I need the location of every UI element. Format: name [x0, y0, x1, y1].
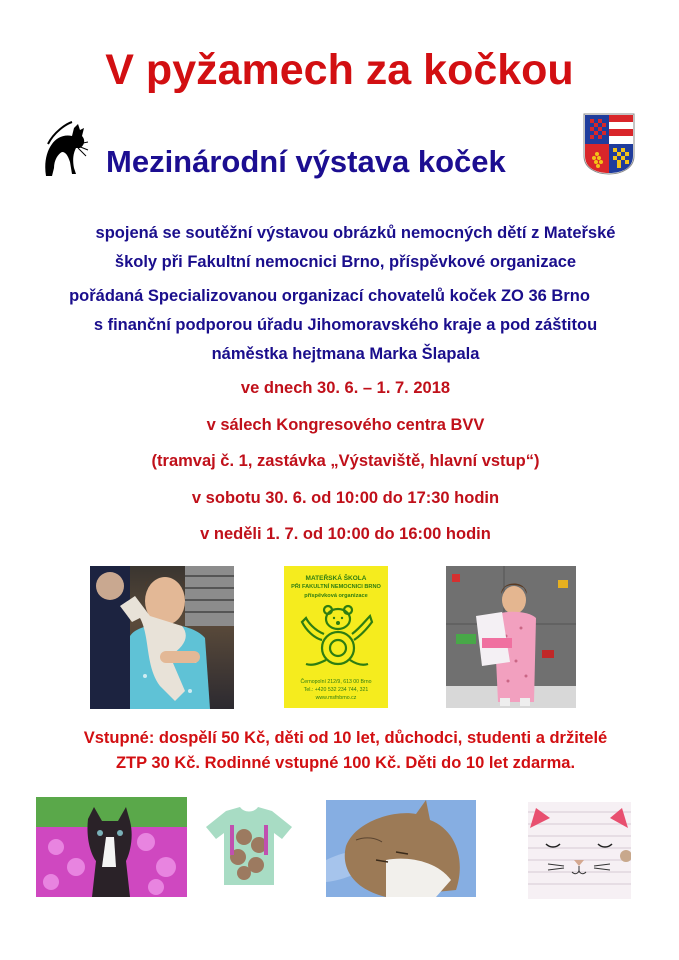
- event-saturday-hours: v sobotu 30. 6. od 10:00 do 17:30 hodin: [191, 489, 500, 507]
- description-line-3: pořádaná Specializovanou organizací chovatelů koček ZO 36 Brno: [69, 287, 590, 305]
- school-logo-line-1: MATEŘSKÁ ŠKOLA: [305, 575, 367, 582]
- photo-sleeping-kitten: [326, 800, 476, 897]
- cat-silhouette-icon: [38, 118, 90, 180]
- coat-of-arms-icon: [582, 112, 636, 176]
- event-sunday-hours: v neděli 1. 7. od 10:00 do 16:00 hodin: [200, 525, 491, 543]
- event-venue: v sálech Kongresového centra BVV: [206, 416, 485, 434]
- school-logo-line-3: příspěvková organizace: [304, 593, 368, 599]
- admission-prices-line-2: ZTP 30 Kč. Rodinné vstupné 100 Kč. Děti do 10 let zdarma.: [115, 754, 576, 772]
- teddy-bear-icon: [300, 604, 374, 670]
- description-line-2: školy při Fakultní nemocnici Brno, příspěvkové organizace: [114, 253, 577, 271]
- description-line-5: náměstka hejtmana Marka Šlapala: [211, 345, 480, 363]
- photo-girl-in-pajamas: [446, 566, 576, 708]
- description-line-4: s finanční podporou úřadu Jihomoravského kraje a pod záštitou: [93, 316, 598, 334]
- photo-cat-tshirt: [204, 805, 294, 887]
- poster-title: V pyžamech za kočkou: [105, 46, 574, 94]
- event-transport: (tramvaj č. 1, zastávka „Výstaviště, hlavní vstup“): [151, 452, 540, 470]
- school-logo-phone: Tel.: +420 532 234 744, 321: [303, 687, 369, 693]
- admission-prices-line-1: Vstupné: dospělí 50 Kč, děti od 10 let, důchodci, studenti a držitelé: [83, 729, 608, 747]
- photo-child-with-cat: [90, 566, 234, 709]
- school-logo-address: Černopolní 212/9, 613 00 Brno: [300, 679, 372, 685]
- school-logo-line-2: PŘI FAKULTNÍ NEMOCNICI BRNO: [291, 584, 381, 590]
- event-dates: ve dnech 30. 6. – 1. 7. 2018: [240, 379, 451, 397]
- school-logo: [284, 566, 388, 708]
- school-logo-web: www.msfnbrno.cz: [315, 695, 357, 701]
- description-line-1: spojená se soutěžní výstavou obrázků nemocných dětí z Mateřské: [95, 224, 616, 242]
- poster-subtitle: Mezinárodní výstava koček: [106, 144, 506, 179]
- photo-cat-face-pillow: [528, 802, 631, 899]
- photo-kitten-in-flowers: [36, 797, 187, 897]
